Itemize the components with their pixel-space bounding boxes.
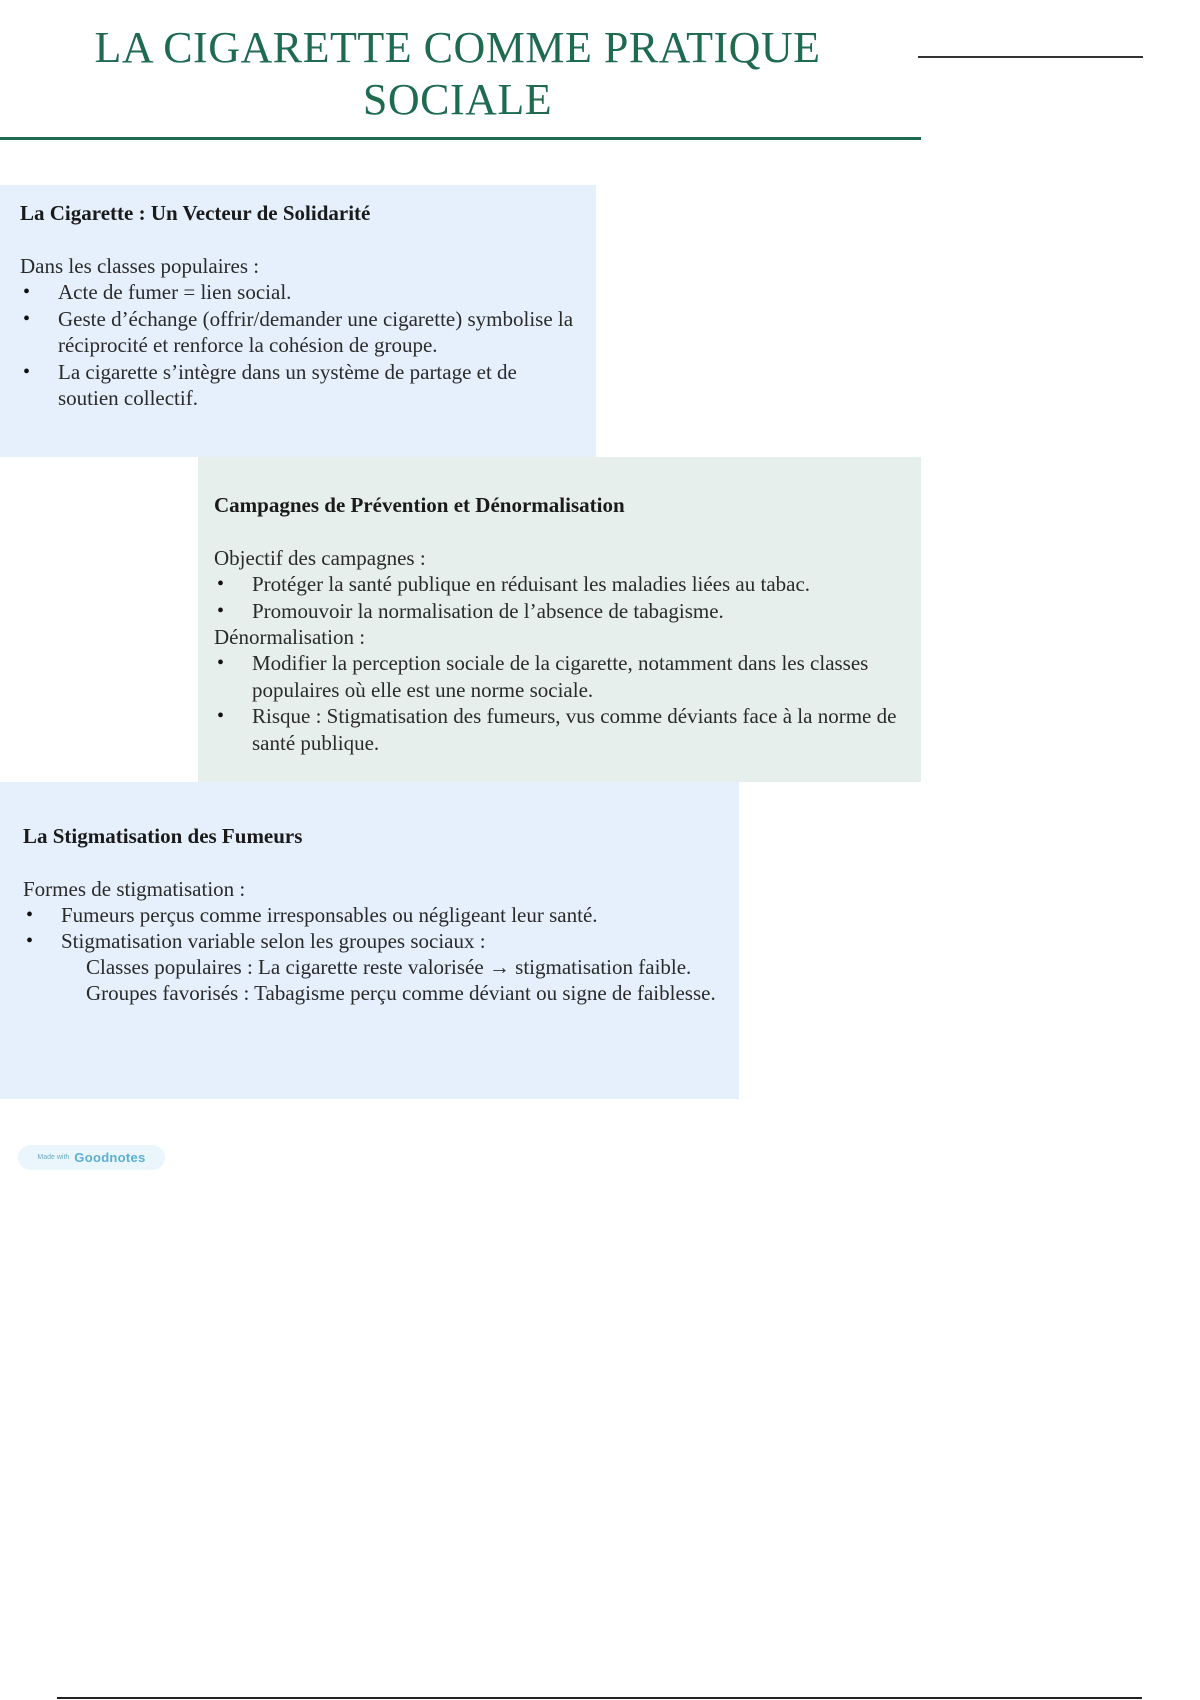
list-item: • Fumeurs perçus comme irresponsables ou négligeant leur santé.: [23, 902, 719, 928]
badge-prefix: Made with: [37, 1154, 70, 1161]
section-heading: Campagnes de Prévention et Dénormalisation: [214, 493, 625, 517]
section-heading: La Stigmatisation des Fumeurs: [23, 824, 303, 848]
footer-rule: [57, 1697, 1142, 1699]
list-item: • Risque : Stigmatisation des fumeurs, vus comme déviants face à la norme de santé publique.: [214, 703, 901, 756]
section-intro: Formes de stigmatisation :: [23, 877, 246, 901]
page-title-line-2: SOCIALE: [362, 75, 553, 124]
list-item: • Promouvoir la normalisation de l’absence de tabagisme.: [214, 598, 901, 625]
section-heading: La Cigarette : Un Vecteur de Solidarité: [20, 201, 371, 225]
bullet-list: [23, 902, 719, 954]
sub-item: Classes populaires : La cigarette reste valorisée → stigmatisation faible.: [86, 955, 692, 979]
title-underline: [0, 137, 921, 140]
goodnotes-badge[interactable]: [18, 1145, 165, 1170]
page-title-line-1: LA CIGARETTE COMME PRATIQUE: [94, 23, 821, 72]
list-item: • Geste d’échange (offrir/demander une cigarette) symbolise la réciprocité et renforce la cohésion de groupe.: [20, 306, 576, 359]
bullet-list: [20, 279, 576, 412]
sub-item: Groupes favorisés : Tabagisme perçu comme déviant ou signe de faiblesse.: [86, 981, 716, 1005]
list-item: • Modifier la perception sociale de la cigarette, notamment dans les classes populaires où elle est une norme sociale.: [214, 650, 901, 703]
section-subheading: Dénormalisation :: [214, 625, 366, 649]
list-item: • Acte de fumer = lien social.: [20, 279, 576, 306]
header-rule: [918, 56, 1143, 58]
section-intro: Dans les classes populaires :: [20, 254, 260, 278]
bullet-list: [214, 650, 901, 756]
page-title: [20, 22, 895, 126]
bullet-list: [214, 571, 901, 624]
section-solidarite: [0, 185, 596, 457]
section-intro: Objectif des campagnes :: [214, 546, 426, 570]
list-item: • Protéger la santé publique en réduisant les maladies liées au tabac.: [214, 571, 901, 598]
section-stigmatisation: [0, 782, 739, 1099]
list-item: • La cigarette s’intègre dans un système de partage et de soutien collectif.: [20, 359, 576, 412]
section-prevention: [198, 457, 921, 782]
badge-brand: Goodnotes: [74, 1150, 146, 1165]
list-item: • Stigmatisation variable selon les groupes sociaux :: [23, 928, 719, 954]
